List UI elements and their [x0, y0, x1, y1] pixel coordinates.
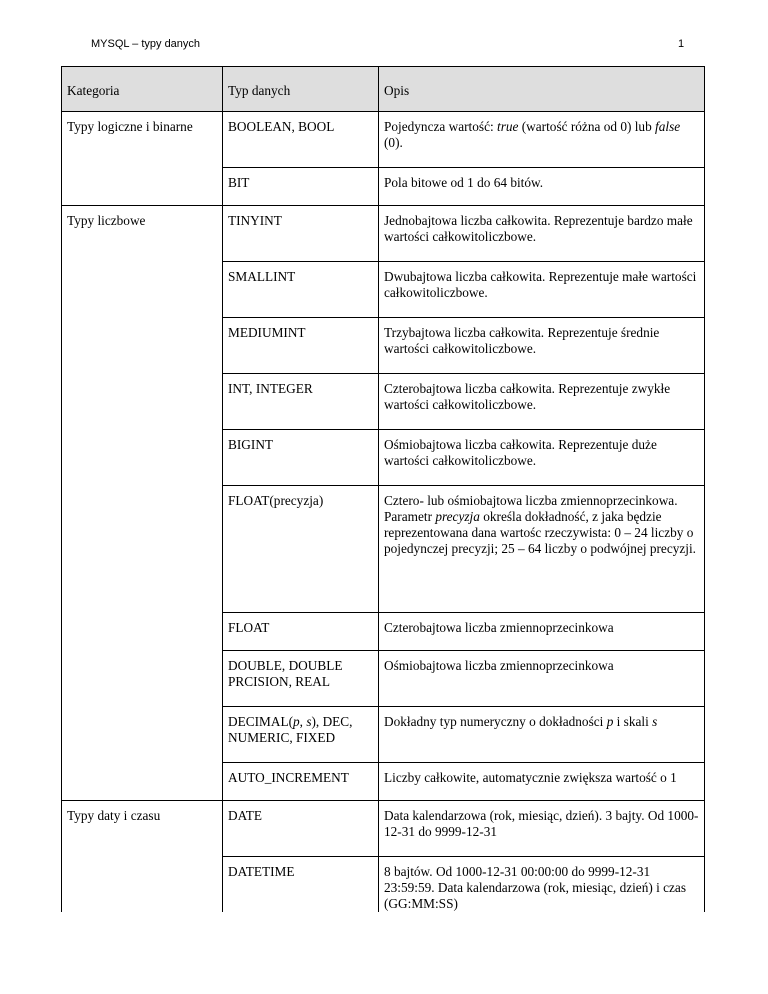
table-row — [62, 168, 705, 206]
table-row — [62, 801, 705, 857]
category-cell — [62, 168, 223, 206]
description-cell: Trzybajtowa liczba całkowita. Reprezentuje średnie wartości całkowitoliczbowe. — [379, 318, 705, 374]
description-cell: Pojedyncza wartość: true (wartość różna od 0) lub false (0). — [379, 112, 705, 168]
description-cell: Ośmiobajtowa liczba całkowita. Reprezentuje duże wartości całkowitoliczbowe. — [379, 430, 705, 486]
description-cell: Jednobajtowa liczba całkowita. Reprezentuje bardzo małe wartości całkowitoliczbowe. — [379, 206, 705, 262]
description-cell: Dokładny typ numeryczny o dokładności p i skali s — [379, 707, 705, 763]
table-row — [62, 318, 705, 374]
type-cell: BIT — [223, 168, 379, 206]
type-cell: DATE — [223, 801, 379, 857]
table-row — [62, 651, 705, 707]
description-cell: 8 bajtów. Od 1000-12-31 00:00:00 do 9999-12-31 23:59:59. Data kalendarzowa (rok, miesiąc, dzień) i czas (GG:MM:SS) — [379, 857, 705, 913]
type-cell: SMALLINT — [223, 262, 379, 318]
category-cell: Typy logiczne i binarne — [62, 112, 223, 168]
category-cell — [62, 857, 223, 913]
table-row — [62, 112, 705, 168]
page-number: 1 — [678, 38, 685, 50]
type-cell: INT, INTEGER — [223, 374, 379, 430]
type-cell: FLOAT — [223, 613, 379, 651]
type-cell: MEDIUMINT — [223, 318, 379, 374]
table-row — [62, 857, 705, 913]
description-cell: Cztero- lub ośmiobajtowa liczba zmiennoprzecinkowa. Parametr precyzja określa dokładność, z jaka będzie reprezentowana dana wartośc rzeczywista: 0 – 24 liczby o pojedynczej precyzji; 25 – 64 liczby o podwójnej precyzji. — [379, 486, 705, 613]
description-cell: Czterobajtowa liczba całkowita. Reprezentuje zwykłe wartości całkowitoliczbowe. — [379, 374, 705, 430]
type-cell: BOOLEAN, BOOL — [223, 112, 379, 168]
type-cell: DATETIME — [223, 857, 379, 913]
description-cell: Liczby całkowite, automatycznie zwiększa wartość o 1 — [379, 763, 705, 801]
type-cell: FLOAT(precyzja) — [223, 486, 379, 613]
data-types-table — [61, 66, 705, 912]
column-header-description: Opis — [379, 67, 705, 112]
type-cell: BIGINT — [223, 430, 379, 486]
type-cell: DECIMAL(p, s), DEC, NUMERIC, FIXED — [223, 707, 379, 763]
category-cell — [62, 262, 223, 318]
category-cell — [62, 613, 223, 651]
table-row — [62, 613, 705, 651]
category-cell — [62, 374, 223, 430]
table-row — [62, 430, 705, 486]
description-cell: Dwubajtowa liczba całkowita. Reprezentuje małe wartości całkowitoliczbowe. — [379, 262, 705, 318]
description-cell: Pola bitowe od 1 do 64 bitów. — [379, 168, 705, 206]
type-cell: DOUBLE, DOUBLE PRCISION, REAL — [223, 651, 379, 707]
category-cell — [62, 763, 223, 801]
category-cell — [62, 486, 223, 613]
table-row — [62, 374, 705, 430]
table-row — [62, 763, 705, 801]
category-cell: Typy liczbowe — [62, 206, 223, 262]
type-cell: TINYINT — [223, 206, 379, 262]
description-cell: Ośmiobajtowa liczba zmiennoprzecinkowa — [379, 651, 705, 707]
column-header-category: Kategoria — [62, 67, 223, 112]
table-body — [62, 112, 705, 913]
table-row — [62, 707, 705, 763]
category-cell: Typy daty i czasu — [62, 801, 223, 857]
page-header-title: MYSQL – typy danych — [91, 38, 201, 50]
table-row — [62, 486, 705, 613]
type-cell: AUTO_INCREMENT — [223, 763, 379, 801]
table-row — [62, 206, 705, 262]
description-cell: Data kalendarzowa (rok, miesiąc, dzień). 3 bajty. Od 1000-12-31 do 9999-12-31 — [379, 801, 705, 857]
table-header-row — [62, 67, 705, 112]
table-row — [62, 262, 705, 318]
category-cell — [62, 651, 223, 707]
category-cell — [62, 707, 223, 763]
category-cell — [62, 430, 223, 486]
description-cell: Czterobajtowa liczba zmiennoprzecinkowa — [379, 613, 705, 651]
column-header-type: Typ danych — [223, 67, 379, 112]
category-cell — [62, 318, 223, 374]
